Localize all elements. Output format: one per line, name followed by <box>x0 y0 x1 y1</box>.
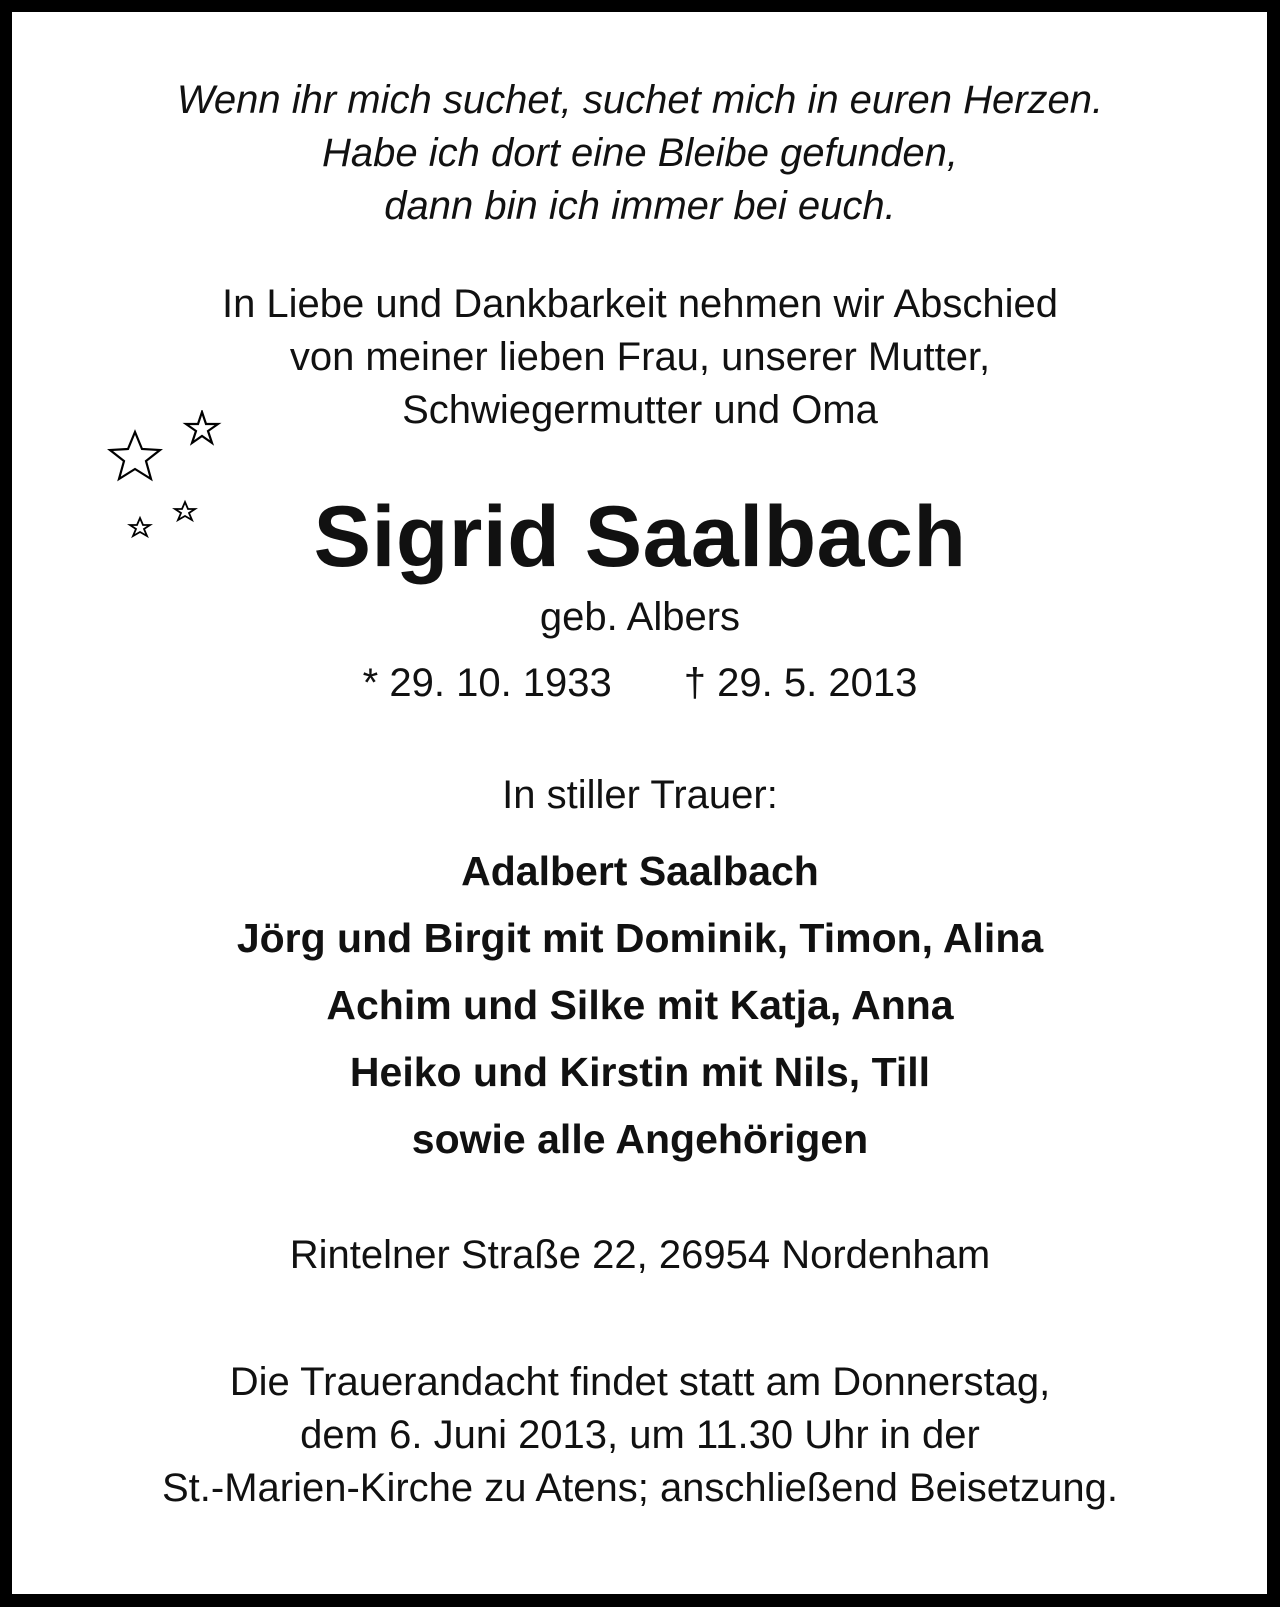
maiden-name: geb. Albers <box>539 595 741 639</box>
mourner-name: Heiko und Kirstin mit Nils, Till <box>349 1049 931 1095</box>
address: Rintelner Straße 22, 26954 Nordenham <box>289 1233 991 1277</box>
service-line-2: dem 6. Juni 2013, um 11.30 Uhr in der <box>300 1413 980 1457</box>
mourner-name: sowie alle Angehörigen <box>411 1116 869 1162</box>
life-dates <box>0 663 1280 703</box>
star-top <box>186 412 218 443</box>
mourners-heading: In stiller Trauer: <box>502 773 778 817</box>
service-line-1: Die Trauerandacht findet statt am Donnerstag, <box>229 1360 1051 1404</box>
star-large <box>110 432 160 479</box>
intro-line-1: In Liebe und Dankbarkeit nehmen wir Abschied <box>221 282 1059 326</box>
death-date: † 29. 5. 2013 <box>683 661 918 705</box>
birth-date: * 29. 10. 1933 <box>362 661 612 705</box>
poem-line-3: dann bin ich immer bei euch. <box>384 184 896 228</box>
poem-line-1: Wenn ihr mich suchet, suchet mich in euren Herzen. <box>176 78 1104 122</box>
intro-line-2: von meiner lieben Frau, unserer Mutter, <box>289 335 991 379</box>
intro-line-3: Schwiegermutter und Oma <box>402 388 878 432</box>
mourner-name: Achim und Silke mit Katja, Anna <box>326 982 954 1028</box>
mourner-name: Jörg und Birgit mit Dominik, Timon, Alina <box>236 915 1044 961</box>
mourner-name: Adalbert Saalbach <box>461 848 819 894</box>
poem-line-2: Habe ich dort eine Bleibe gefunden, <box>321 131 958 175</box>
deceased-name: Sigrid Saalbach <box>313 489 967 585</box>
service-line-3: St.-Marien-Kirche zu Atens; anschließend Beisetzung. <box>161 1466 1119 1510</box>
